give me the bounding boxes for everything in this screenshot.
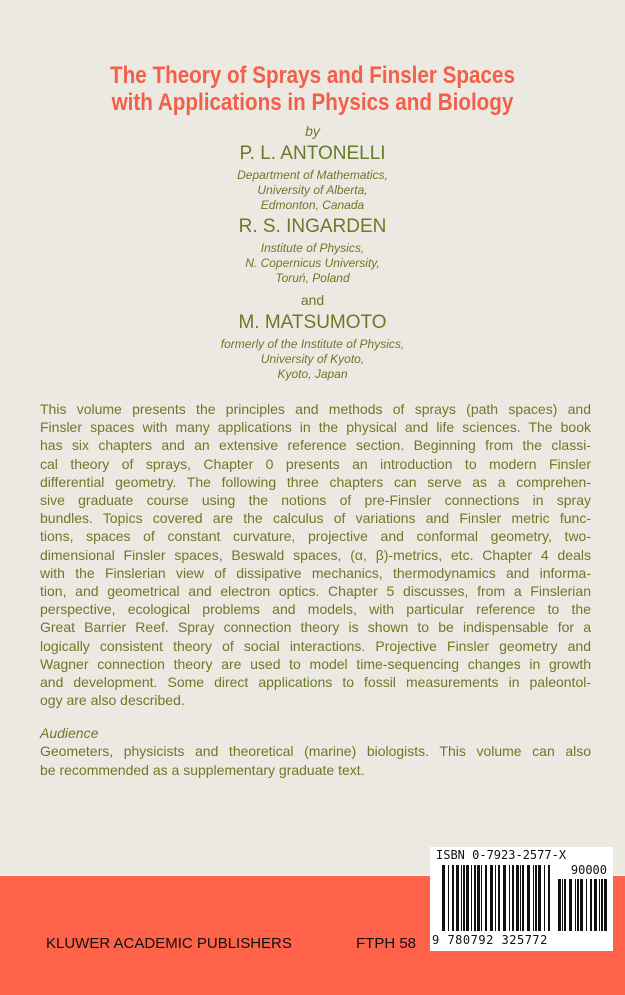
book-title: [0, 62, 625, 116]
text-line: This volume presents the principles and methods of sprays (path spaces) and: [40, 401, 591, 417]
text-line: with the Finslerian view of dissipative mechanics, thermodynamics and informa-: [40, 564, 591, 581]
description: [40, 400, 591, 709]
text-line: and development. Some direct applications to fossil measurements in paleontol-: [40, 674, 591, 691]
isbn-text: ISBN 0-7923-2577-X: [436, 848, 567, 862]
barcode-bar: [562, 879, 563, 931]
barcode-bar: [522, 865, 524, 931]
barcode-bar: [448, 865, 449, 931]
text-line: Finsler spaces with many applications in the physical and life sciences. The book: [40, 419, 591, 436]
affiliation-line: N. Copernicus University,: [245, 256, 380, 270]
affiliation-line: Toruń, Poland: [275, 271, 350, 285]
author-affiliation: [0, 241, 625, 286]
text-line: Great Barrier Reef. Spray connection theory is shown to be indispensable for a: [40, 619, 591, 636]
barcode-bar: [599, 879, 600, 931]
barcode-bar: [580, 879, 583, 931]
barcode-bar: [516, 865, 519, 931]
ean-digits: 9 780792 325772: [432, 933, 548, 947]
addon-digits: 90000: [570, 863, 607, 877]
text-line: differential geometry. The following three chapters can serve as a comprehen-: [40, 473, 591, 490]
title-line-2: with Applications in Physics and Biology: [111, 89, 514, 116]
by-label: by: [305, 123, 320, 139]
barcode-bar: [601, 879, 603, 931]
barcode-bar: [548, 865, 550, 931]
affiliation-line: University of Kyoto,: [260, 352, 365, 366]
author-affiliation: [0, 168, 625, 213]
barcode-bar: [477, 865, 480, 931]
and-label: and: [300, 292, 325, 308]
author-name: P. L. ANTONELLI: [239, 143, 386, 164]
text-line: Wagner connection theory are used to model time-sequencing changes in growth: [40, 655, 591, 672]
barcode-bar: [509, 865, 510, 931]
affiliation-line: Kyoto, Japan: [277, 367, 348, 381]
addon-bars: [558, 879, 608, 931]
barcode-bar: [533, 865, 534, 931]
barcode-bar: [471, 865, 472, 931]
barcode-bar: [512, 865, 514, 931]
text-line: sive graduate course using the notions of pre-Finsler connections in spray: [40, 492, 591, 509]
text-line: dimensional Finsler spaces, Beswald spaces, (α, β)-metrics, etc. Chapter 4 deals: [40, 546, 591, 563]
barcode-bar: [569, 879, 572, 931]
audience-text: [40, 742, 591, 780]
isbn-barcode: [430, 847, 613, 951]
barcode-bar: [466, 865, 469, 931]
barcode-bar: [564, 879, 566, 931]
text-line: bundles. Topics covered are the calculus of variations and Finsler metric func-: [40, 510, 591, 527]
barcode-bar: [456, 865, 459, 931]
author-name: M. MATSUMOTO: [238, 312, 387, 333]
barcode-bar: [590, 879, 592, 931]
barcode-bar: [442, 865, 445, 931]
barcode-bar: [463, 865, 465, 931]
barcode-bar: [495, 865, 496, 931]
barcode-bar: [461, 865, 462, 931]
affiliation-line: Department of Mathematics,: [237, 168, 388, 182]
title-line-1: The Theory of Sprays and Finsler Spaces: [110, 62, 515, 89]
barcode-bar: [535, 865, 537, 931]
barcode-bar: [594, 879, 597, 931]
text-line: be recommended as a supplementary graduate text.: [40, 762, 365, 778]
barcode-bar: [586, 879, 587, 931]
barcode-bar: [498, 865, 500, 931]
text-line: Geometers, physicists and theoretical (marine) biologists. This volume can also: [40, 743, 591, 759]
text-line: tions, spaces of constant curvature, projective and conformal geometry, two-: [40, 528, 591, 545]
author-name: R. S. INGARDEN: [238, 216, 387, 237]
barcode-bar: [575, 879, 576, 931]
text-line: has six chapters and an extensive reference section. Beginning from the classi-: [40, 437, 591, 454]
affiliation-line: Edmonton, Canada: [260, 198, 365, 212]
barcode-bar: [490, 865, 493, 931]
text-line: logically consistent theory of social interactions. Projective Finsler geometry and: [40, 637, 591, 654]
affiliation-line: Institute of Physics,: [260, 241, 365, 255]
barcode-bar: [485, 865, 487, 931]
authors-block: [0, 122, 625, 382]
barcode-bar: [544, 865, 545, 931]
affiliation-line: University of Alberta,: [257, 183, 368, 197]
publisher-name: KLUWER ACADEMIC PUBLISHERS: [46, 935, 292, 952]
barcode-bar: [452, 865, 454, 931]
author-affiliation: [0, 337, 625, 382]
text-line: ogy are also described.: [40, 692, 185, 709]
barcode-bars: [442, 865, 554, 931]
barcode-bar: [558, 879, 561, 931]
text-line: cal theory of sprays, Chapter 0 presents an introduction to modern Finsler: [40, 455, 591, 472]
barcode-bar: [527, 865, 530, 931]
barcode-bar: [481, 865, 482, 931]
series-code: FTPH 58: [356, 935, 417, 952]
barcode-bar: [604, 879, 607, 931]
affiliation-line: formerly of the Institute of Physics,: [220, 337, 405, 351]
text-line: perspective, ecological problems and models, with particular reference to the: [40, 601, 591, 618]
audience-heading: Audience: [40, 725, 99, 741]
barcode-bar: [538, 865, 541, 931]
barcode-bar: [577, 879, 579, 931]
text-line: tion, and geometrical and electron optics. Chapter 5 discusses, from a Finslerian: [40, 583, 591, 600]
barcode-bar: [474, 865, 476, 931]
barcode-bar: [503, 865, 506, 931]
barcode-bar: [520, 865, 521, 931]
